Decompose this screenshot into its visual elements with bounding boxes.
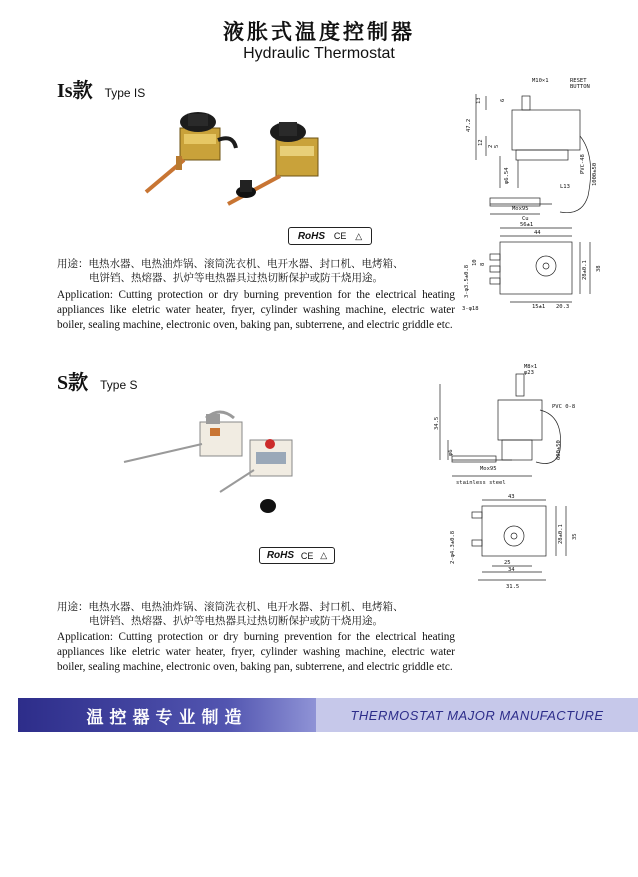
rohs-badge-s — [259, 547, 335, 564]
dim-thread: M10×1 — [532, 78, 549, 84]
warning-triangle-icon: △ — [355, 230, 363, 241]
dim-pvc: PVC-48 — [580, 154, 586, 174]
uses-line-2: 电饼铛、热熔器、扒炉等电热器具过热切断保护或防干烧用途。 — [89, 272, 383, 284]
dim-w-20: 20.3 — [556, 304, 570, 310]
dim-h-total: 47.2 — [466, 118, 472, 132]
warning-triangle-icon: △ — [320, 550, 328, 560]
thermostat-is-left — [146, 112, 236, 192]
section-is-uses-cn — [57, 257, 457, 285]
section-s-heading — [57, 366, 137, 395]
section-is-type: Type IS — [104, 86, 146, 100]
dim-s-h-35: 35 — [572, 533, 578, 540]
dim-s-h-28: 28±0.1 — [558, 524, 564, 544]
section-is-heading — [57, 74, 145, 103]
dim-hole: 3-φ18 — [462, 306, 479, 312]
dim-h-13: 13 — [476, 97, 482, 104]
product-photo-is — [128, 100, 338, 210]
dim-w-15: 15±1 — [532, 304, 546, 310]
dim-s-cap: 600±50 — [556, 440, 562, 460]
dim-h-2: 2 — [488, 144, 494, 148]
thermostat-s-left — [124, 412, 242, 462]
section-is-application: Application: Cutting protection or dry burning prevention for the electrical heating appliances like eletric water heater, fryer, cylinder washing machine, electric water boiler, sealing machine, electronic oven, baking pan, subterrene, and electric griddle etc. — [57, 289, 455, 331]
dim-w-44: 44 — [534, 230, 541, 236]
dim-reset-2: BUTTON — [570, 84, 590, 90]
section-s-uses-cn — [57, 600, 457, 628]
knob-s — [260, 499, 276, 513]
dim-cu: Cu — [522, 216, 529, 222]
uses-line-1: 用途：电热水器、电热油炸锅、滚筒洗衣机、电开水器、封口机、电烤箱、 — [57, 601, 404, 613]
dim-s-thread: M8×1 — [524, 364, 538, 370]
page-title-cn: 液胀式温度控制器 — [223, 20, 415, 44]
banner-en: THERMOSTAT MAJOR MANUFACTURE — [316, 698, 638, 732]
page-title-en: Hydraulic Thermostat — [243, 45, 395, 62]
dim-h-5: 5 — [494, 144, 500, 148]
ce-mark: CE — [333, 231, 347, 241]
drawing-is-side-view — [476, 94, 591, 214]
dim-s-w-315: 31.5 — [506, 584, 520, 590]
drawing-s-top-view — [472, 500, 566, 580]
dim-w-56: 56±1 — [520, 222, 534, 228]
section-s-application: Application: Cutting protection or dry burning prevention for the electrical heating appliances like eletric water heater, fryer, cylinder washing machine, electric water boiler, sealing machine, electronic oven, baking pan, subterrene, and electric griddle etc. — [57, 631, 455, 673]
drawing-is — [460, 76, 610, 316]
drawing-s — [432, 360, 592, 590]
product-photo-s — [110, 408, 310, 518]
dim-l13: L13 — [560, 184, 570, 190]
rohs-badge-is — [288, 227, 372, 245]
section-is-label: Is款 — [57, 80, 93, 102]
banner-cn: 温控器专业制造 — [18, 698, 316, 732]
dim-s-dia6: φ6 — [448, 449, 454, 456]
section-s-type: Type S — [100, 378, 138, 392]
rohs-mark-s: RoHS — [266, 550, 295, 561]
rohs-mark: RoHS — [297, 230, 326, 242]
dim-cap-len: 1000±50 — [592, 162, 598, 186]
dim-s-bulb: Mox95 — [480, 466, 497, 472]
drawing-is-top-view — [490, 228, 590, 302]
dim-pitch: 3-φ3.5±0.8 — [464, 264, 470, 298]
dim-bulb-dia: φ6.54 — [504, 167, 510, 184]
dim-s-pitch: 2-φ4.3±0.8 — [450, 530, 456, 564]
ce-mark-s: CE — [300, 550, 314, 561]
dim-h-12: 12 — [478, 139, 484, 146]
dim-s-w-25: 25 — [504, 560, 511, 566]
dim-h-6: 6 — [500, 98, 506, 102]
uses-line-2: 电饼铛、热熔器、扒炉等电热器具过热切断保护或防干烧用途。 — [89, 615, 383, 627]
dim-s-steel: stainless steel — [456, 480, 506, 486]
dim-reset-1: RESET — [570, 78, 587, 84]
dim-s-w-34: 34 — [508, 567, 515, 573]
uses-line-1: 用途：电热水器、电热油炸锅、滚筒洗衣机、电开水器、封口机、电烤箱、 — [57, 258, 404, 270]
section-s-label: S款 — [57, 372, 89, 394]
knob-cap — [236, 180, 256, 198]
dim-s-w-43: 43 — [508, 494, 515, 500]
dim-bulb-len: Mox95 — [512, 206, 529, 212]
dim-h-8: 8 — [480, 262, 486, 266]
drawing-s-side-view — [440, 374, 561, 476]
dim-h-28: 28±0.1 — [582, 260, 588, 280]
dim-s-dia: φ23 — [524, 370, 534, 376]
dim-h-38: 38 — [596, 265, 602, 272]
dim-s-h-345: 34.5 — [434, 416, 440, 430]
dim-h-10: 10 — [472, 259, 478, 266]
dim-s-pvc: PVC 0-8 — [552, 404, 576, 410]
